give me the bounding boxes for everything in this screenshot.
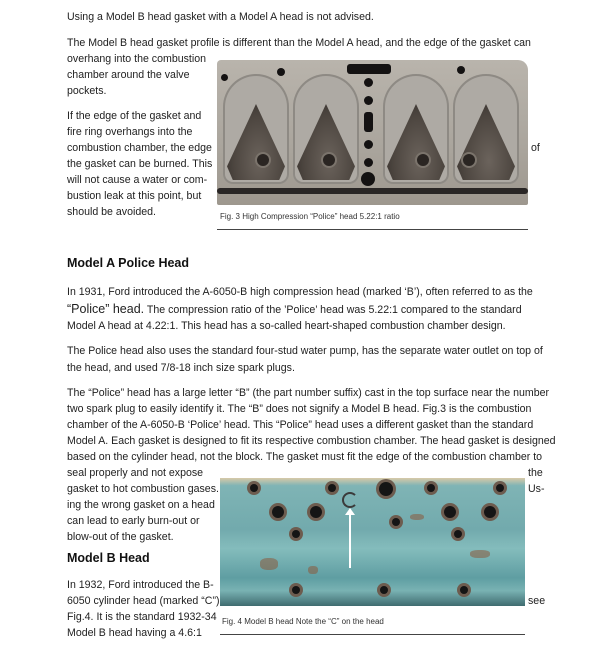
figure-4-caption: Fig. 4 Model B head Note the “C” on the head — [222, 617, 384, 626]
figure-3-police-head-photo — [217, 60, 528, 205]
b-mark-paragraph-line: seal properly and not expose — [67, 467, 204, 479]
gasket-paragraph-wrap-word: of — [531, 142, 540, 154]
section-heading-model-b-head: Model B Head — [67, 551, 150, 565]
police-paragraph-line: In 1931, Ford introduced the A-6050-B high compression head (marked ‘B’), often referred to as the — [67, 286, 533, 298]
model-b-paragraph-line: In 1932, Ford introduced the B- — [67, 579, 214, 591]
model-b-paragraph-wrap-word: see — [528, 595, 546, 607]
water-pump-paragraph-line: The Police head also uses the standard four-stud water pump, has the separate water outlet on top of — [67, 345, 543, 357]
intro-paragraph-line: pockets. — [67, 85, 107, 97]
gasket-paragraph-line: should be avoided. — [67, 206, 156, 218]
b-mark-paragraph-line: two spark plug to easily identify it. The “B” does not signify a Model B head. Fig.3 is the combustion — [67, 403, 532, 415]
gasket-paragraph-line: combustion chamber, the edge — [67, 142, 212, 154]
model-b-paragraph-line: 6050 cylinder head (marked “C”) — [67, 595, 220, 607]
gasket-paragraph-line: will not cause a water or com- — [67, 174, 208, 186]
arrow-shaft — [349, 512, 351, 568]
intro-paragraph-line: The Model B head gasket profile is different than the Model A head, and the edge of the gasket can — [67, 37, 531, 49]
figure-3-divider — [217, 229, 528, 230]
combustion-chamber — [223, 74, 289, 184]
model-b-paragraph-line: Fig.4. It is the standard 1932-34 — [67, 611, 217, 623]
police-paragraph-line: Model A head at 4.22:1. This head has a so-called heart-shaped combustion chamber design. — [67, 320, 506, 332]
combustion-chamber — [383, 74, 449, 184]
police-paragraph-text: The compression ratio of the ’Police’ head was 5.22:1 compared to the standard — [144, 304, 522, 316]
gasket-paragraph-line: the gasket can be burned. This — [67, 158, 213, 170]
intro-sentence: Using a Model B head gasket with a Model A head is not advised. — [67, 11, 374, 23]
b-mark-paragraph-line: ing the wrong gasket on a head — [67, 499, 215, 511]
b-mark-paragraph-line: The “Police” head has a large letter “B” (the part number suffix) cast in the top surface near the number — [67, 387, 550, 399]
b-mark-paragraph-line: based on the cylinder head, not the block. The gasket must fit the edge of the combustion chamber to — [67, 451, 543, 463]
police-paragraph-line — [67, 301, 522, 318]
model-b-paragraph-line: Model B head having a 4.6:1 — [67, 627, 202, 639]
figure-4-model-b-head-photo — [220, 478, 525, 606]
water-pump-paragraph-line: the head, and used 7/8-18 inch size spark plugs. — [67, 362, 295, 374]
figure-4-divider — [220, 634, 525, 635]
b-mark-paragraph-line: blow-out of the gasket. — [67, 531, 174, 543]
gasket-paragraph-line: bustion leak at this point, but — [67, 190, 202, 202]
combustion-chamber — [293, 74, 359, 184]
b-mark-paragraph-line: chamber of the A-6050-B ‘Police’ head. This “Police” head uses a different gasket than the standard — [67, 419, 534, 431]
c-casting-mark — [342, 492, 358, 508]
b-mark-paragraph-line: can lead to early burn-out or — [67, 515, 200, 527]
combustion-chamber — [453, 74, 519, 184]
b-mark-paragraph-wrap-word: Us- — [528, 483, 545, 495]
intro-paragraph-line: chamber around the valve — [67, 69, 190, 81]
gasket-paragraph-line: If the edge of the gasket and — [67, 110, 202, 122]
intro-paragraph-line: overhang into the combustion — [67, 53, 206, 65]
b-mark-paragraph-line: Model A. Each gasket is designed to fit its respective combustion chamber. The head gasket is designed — [67, 435, 556, 447]
b-mark-paragraph-line: gasket to hot combustion gases. — [67, 483, 219, 495]
gasket-paragraph-line: fire ring overhangs into the — [67, 126, 193, 138]
police-head-term: “Police” head. — [67, 302, 145, 316]
section-heading-police-head: Model A Police Head — [67, 256, 190, 270]
figure-3-caption: Fig. 3 High Compression “Police” head 5.22:1 ratio — [220, 212, 400, 221]
b-mark-paragraph-wrap-word: the — [528, 467, 543, 479]
